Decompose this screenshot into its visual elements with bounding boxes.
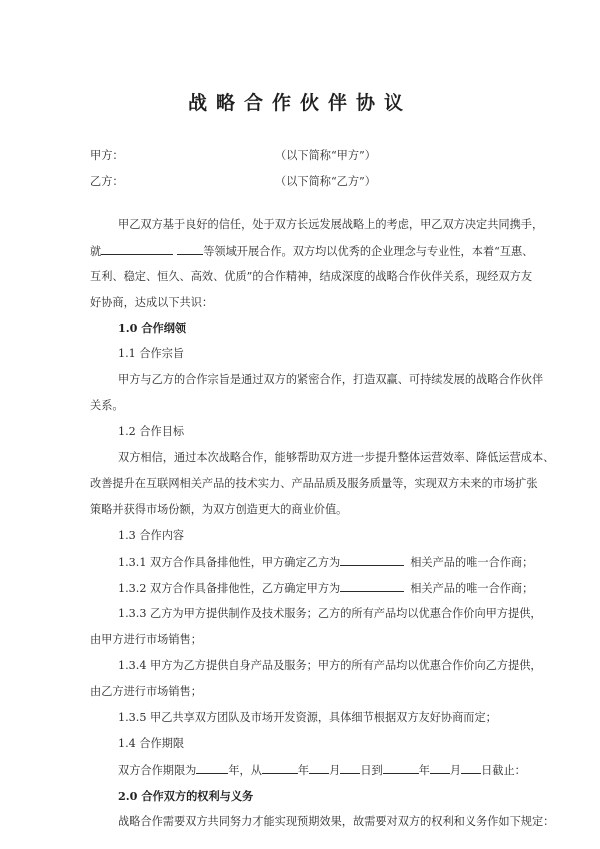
section-1-3-5: 1.3.5 甲乙共享双方团队及市场开发资源，具体细节根据双方友好协商而定； [118,711,497,724]
section-1-1-line-2: 关系。 [90,399,124,412]
section-1-3-2-end: 相关产品的唯一合作商； [410,582,534,595]
section-1-3-heading: 1.3 合作内容 [118,529,185,542]
section-1-1-heading: 1.1 合作宗旨 [118,347,185,360]
section-1-1-line-1: 甲方与乙方的合作宗旨是通过双方的紧密合作，打造双赢、可持续发展的战略合作伙伴 [118,373,544,386]
term-text: 年，从 [228,764,262,777]
term-text: 日到 [360,764,383,777]
section-1-3-2-start: 1.3.2 双方合作具备排他性，乙方确定甲方为 [118,582,341,595]
term-text: 月 [449,764,462,777]
fill-blank-field [461,762,481,774]
fill-blank-field [340,762,360,774]
intro-line-2 [90,243,533,260]
section-1-3-2 [118,580,533,597]
party-b-note: （以下简称“乙方”） [275,175,376,188]
section-1-2-line-3: 策略并获得市场份额，为双方创造更大的商业价值。 [90,503,348,516]
intro-line-2-start: 就 [90,245,102,258]
section-1-3-1-end: 相关产品的唯一合作商； [410,556,534,569]
party-b-label: 乙方： [90,175,124,188]
party-a-label: 甲方： [90,149,124,162]
section-1-3-4-line-1: 1.3.4 甲方为乙方提供自身产品及服务；甲方的所有产品均以优惠合作价向乙方提供， [118,659,542,672]
fill-blank-field [430,762,450,774]
section-1-2-heading: 1.2 合作目标 [118,425,185,438]
section-2-line-1: 战略合作需要双方共同努力才能实现预期效果，故需要对双方的权利和义务作如下规定： [118,815,555,828]
section-1-3-1 [118,554,533,571]
fill-blank-field [196,762,228,774]
section-1-2-line-1: 双方相信，通过本次战略合作，能够帮助双方进一步提升整体运营效率、降低运营成本、 [118,451,555,464]
term-text: 年 [297,764,310,777]
section-1-4-term [118,762,526,779]
term-text: 年 [418,764,430,777]
fill-blank-field [340,554,404,566]
fill-blank-field [383,762,419,774]
fill-blank-field [262,762,298,774]
section-1-3-3-line-1: 1.3.3 乙方为甲方提供制作及技术服务；乙方的所有产品均以优惠合作价向甲方提供， [118,607,542,620]
fill-blank-field [177,243,203,255]
term-text: 月 [329,764,341,777]
section-2-heading: 2.0 合作双方的权利与义务 [118,789,254,803]
document-title: 战略合作伙伴协议 [187,92,412,114]
term-text: 日截止： [481,764,526,777]
section-1-3-3-line-2: 由甲方进行市场销售； [90,633,202,646]
term-text: 双方合作期限为 [118,764,197,777]
intro-line-1: 甲乙双方基于良好的信任，处于双方长远发展战略上的考虑，甲乙双方决定共同携手， [118,218,544,231]
section-1-4-heading: 1.4 合作期限 [118,737,185,750]
fill-blank-field [101,243,173,255]
fill-blank-field [309,762,329,774]
section-1-3-4-line-2: 由乙方进行市场销售； [90,685,202,698]
section-1-3-1-start: 1.3.1 双方合作具备排他性，甲方确定乙方为 [118,556,341,569]
intro-line-3: 互利、稳定、恒久、高效、优质”的合作精神，结成深度的战略合作伙伴关系，现经双方友 [90,270,533,283]
intro-line-4: 好协商，达成以下共识： [90,296,214,309]
fill-blank-field [340,580,404,592]
intro-line-2-end: 等领域开展合作。双方均以优秀的企业理念与专业性，本着“互惠、 [203,245,534,258]
party-a-note: （以下简称“甲方”） [275,149,376,162]
section-1-2-line-2: 改善提升在互联网相关产品的技术实力、产品品质及服务质量等，实现双方未来的市场扩张 [90,477,538,490]
section-1-heading: 1.0 合作纲领 [118,321,187,335]
